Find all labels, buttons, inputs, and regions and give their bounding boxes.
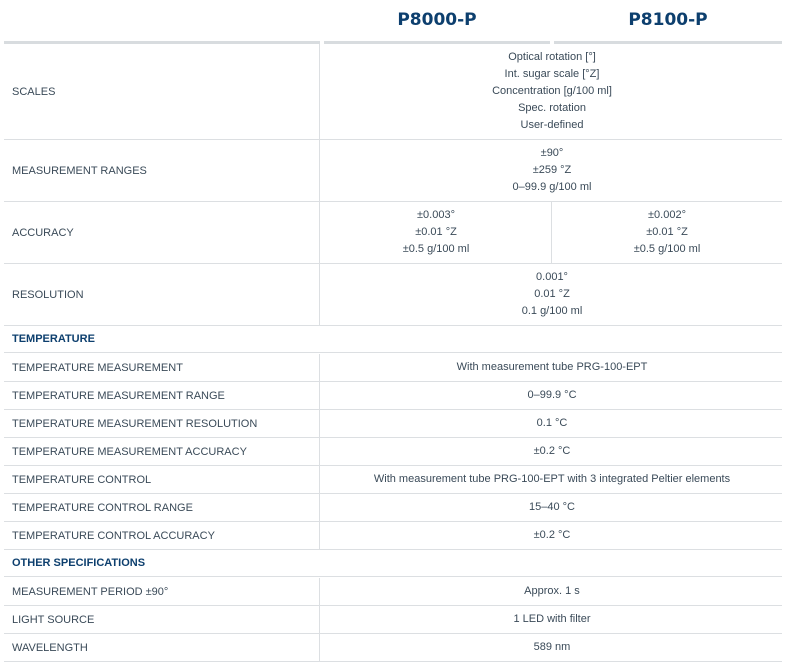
spec-label: TEMPERATURE CONTROL ACCURACY bbox=[4, 522, 320, 549]
spec-value-line: Int. sugar scale [°Z] bbox=[504, 68, 600, 80]
spec-row-resolution bbox=[4, 264, 782, 326]
spec-value: 0–99.9 °C bbox=[527, 389, 577, 401]
spec-row-light-source bbox=[4, 606, 782, 634]
spec-value bbox=[322, 140, 782, 201]
section-title-temperature: TEMPERATURE bbox=[4, 326, 782, 353]
spec-value-line: 0.1 g/100 ml bbox=[521, 305, 583, 317]
spec-row-wavelength bbox=[4, 634, 782, 662]
section-title-other: OTHER SPECIFICATIONS bbox=[4, 550, 782, 577]
spec-label: TEMPERATURE CONTROL RANGE bbox=[4, 494, 320, 521]
spec-row-accuracy bbox=[4, 202, 782, 264]
spec-value: 0.1 °C bbox=[536, 417, 568, 429]
spec-label: LIGHT SOURCE bbox=[4, 606, 320, 633]
spec-row-scales bbox=[4, 44, 782, 140]
spec-value bbox=[322, 264, 782, 325]
spec-value-p8000 bbox=[322, 202, 550, 263]
spec-row-temp-measurement-accuracy bbox=[4, 438, 782, 466]
spec-value: ±0.2 °C bbox=[533, 445, 571, 457]
spec-value: 1 LED with filter bbox=[513, 613, 591, 625]
model-header-p8000: P8000-P bbox=[397, 10, 477, 30]
spec-row-ranges bbox=[4, 140, 782, 202]
spec-value: With measurement tube PRG-100-EPT with 3 integrated Peltier elements bbox=[373, 473, 731, 485]
spec-value-line: ±0.5 g/100 ml bbox=[402, 243, 470, 255]
spec-label: MEASUREMENT PERIOD ±90° bbox=[4, 578, 320, 605]
spec-row-temp-control bbox=[4, 466, 782, 494]
spec-label: TEMPERATURE MEASUREMENT RANGE bbox=[4, 382, 320, 409]
model-header-p8100: P8100-P bbox=[628, 10, 708, 30]
spec-label: WAVELENGTH bbox=[4, 634, 320, 661]
spec-value-line: 0.001° bbox=[536, 271, 568, 283]
spec-value-line: ±90° bbox=[540, 147, 564, 159]
spec-value-line: ±0.003° bbox=[417, 209, 455, 221]
spec-row-temp-control-accuracy bbox=[4, 522, 782, 550]
spec-label: TEMPERATURE MEASUREMENT RESOLUTION bbox=[4, 410, 320, 437]
spec-value-line: Spec. rotation bbox=[518, 102, 586, 114]
spec-value: Approx. 1 s bbox=[524, 585, 580, 597]
spec-label: ACCURACY bbox=[4, 202, 320, 263]
spec-value: 15–40 °C bbox=[529, 501, 575, 513]
spec-label: TEMPERATURE CONTROL bbox=[4, 466, 320, 493]
spec-value-line: ±0.01 °Z bbox=[646, 226, 688, 238]
spec-label: TEMPERATURE MEASUREMENT ACCURACY bbox=[4, 438, 320, 465]
spec-value-line: Optical rotation [°] bbox=[508, 51, 596, 63]
spec-value: 589 nm bbox=[533, 641, 571, 653]
spec-value-line: ±0.01 °Z bbox=[415, 226, 457, 238]
spec-value-line: Concentration [g/100 ml] bbox=[492, 85, 612, 97]
spec-row-temp-measurement bbox=[4, 354, 782, 382]
spec-row-temp-measurement-range bbox=[4, 382, 782, 410]
spec-value bbox=[322, 44, 782, 139]
spec-value-line: ±259 °Z bbox=[532, 164, 572, 176]
spec-row-measurement-period bbox=[4, 578, 782, 606]
spec-label: RESOLUTION bbox=[4, 264, 320, 325]
spec-label: MEASUREMENT RANGES bbox=[4, 140, 320, 201]
spec-value-line: ±0.002° bbox=[648, 209, 686, 221]
spec-label: SCALES bbox=[4, 44, 320, 139]
spec-value-line: 0–99.9 g/100 ml bbox=[512, 181, 592, 193]
spec-value-line: User-defined bbox=[520, 119, 584, 131]
spec-value-line: ±0.5 g/100 ml bbox=[633, 243, 701, 255]
spec-value: ±0.2 °C bbox=[533, 529, 571, 541]
spec-value: With measurement tube PRG-100-EPT bbox=[456, 361, 648, 373]
spec-row-temp-control-range bbox=[4, 494, 782, 522]
spec-value-line: 0.01 °Z bbox=[534, 288, 570, 300]
spec-value-p8100 bbox=[551, 202, 782, 263]
spec-row-temp-measurement-resolution bbox=[4, 410, 782, 438]
spec-label: TEMPERATURE MEASUREMENT bbox=[4, 354, 320, 381]
